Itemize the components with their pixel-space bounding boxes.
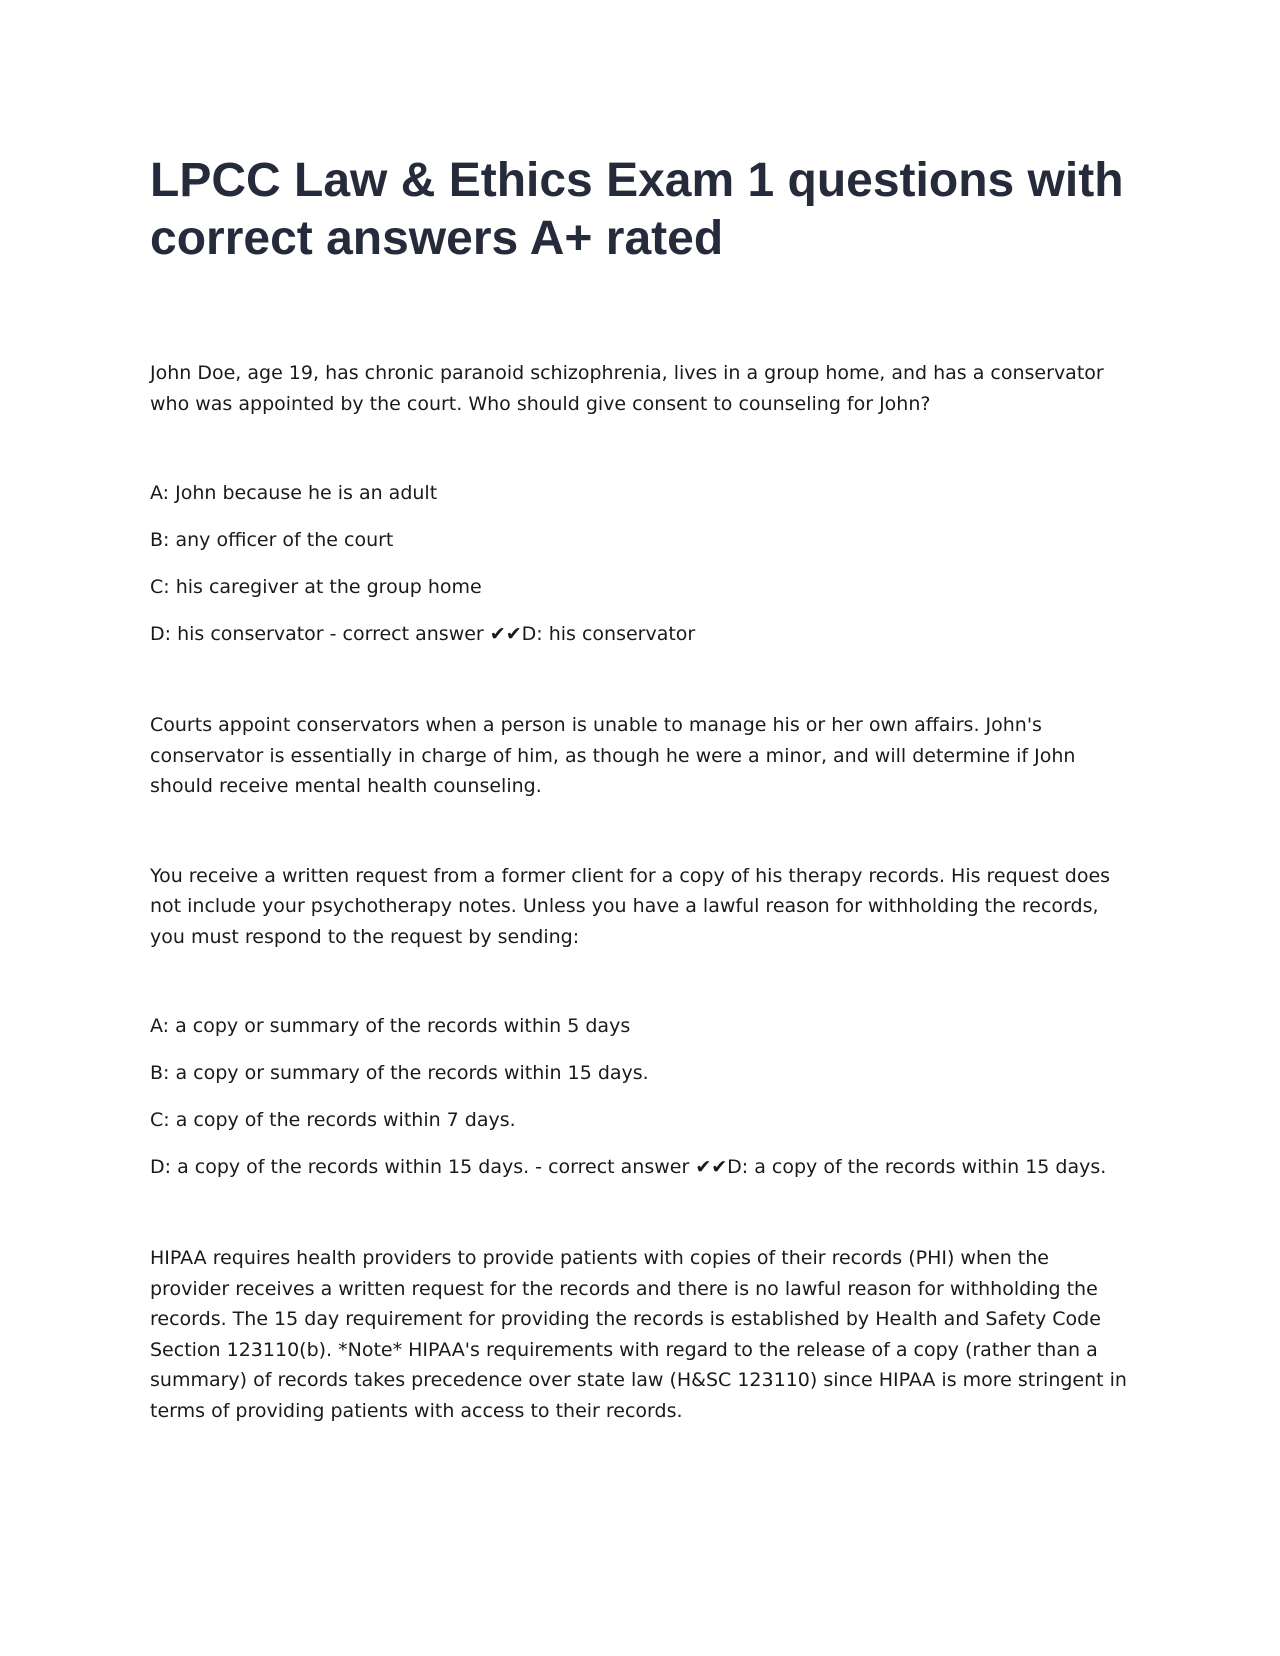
question-1-option-b: B: any officer of the court xyxy=(150,529,394,551)
question-2-text: You receive a written request from a former client for a copy of his therapy records. His request does not include your psychotherapy notes. Unless you have a lawful reason for withholding the records, you must respond to the request by sending: xyxy=(150,864,1111,948)
question-2-option-d: D: a copy of the records within 15 days. - correct answer ✔✔D: a copy of the records within 15 days. xyxy=(150,1156,1107,1178)
question-2-explanation: HIPAA requires health providers to provide patients with copies of their records (PHI) when the provider receives a written request for the records and there is no lawful reason for withholding the records. The 15 day requirement for providing the records is established by Health and Safety Code Section 123110(b). *Note* HIPAA's requirements with regard to the release of a copy (rather than a summary) of records takes precedence over state law (H&SC 123110) since HIPAA is more stringent in terms of providing patients with access to their records. xyxy=(150,1247,1127,1422)
question-2-options xyxy=(150,1011,1130,1199)
question-1-option-a: A: John because he is an adult xyxy=(150,482,438,504)
document-title: LPCC Law & Ethics Exam 1 questions with correct answers A+ rated xyxy=(150,154,1124,265)
question-2-option-a: A: a copy or summary of the records within 5 days xyxy=(150,1015,631,1037)
question-1-options xyxy=(150,478,1130,666)
question-2-option-b: B: a copy or summary of the records within 15 days. xyxy=(150,1062,649,1084)
question-1-option-c: C: his caregiver at the group home xyxy=(150,576,482,598)
question-1-explanation: Courts appoint conservators when a person is unable to manage his or her own affairs. John's conservator is essentially in charge of him, as though he were a minor, and will determine if John should receive mental health counseling. xyxy=(150,714,1076,797)
question-1-option-d: D: his conservator - correct answer ✔✔D: his conservator xyxy=(150,623,696,645)
question-2-option-c: C: a copy of the records within 7 days. xyxy=(150,1109,516,1131)
document-body xyxy=(150,358,1130,1426)
question-1-text: John Doe, age 19, has chronic paranoid schizophrenia, lives in a group home, and has a conservator who was appointed by the court. Who should give consent to counseling for John? xyxy=(150,362,1104,415)
